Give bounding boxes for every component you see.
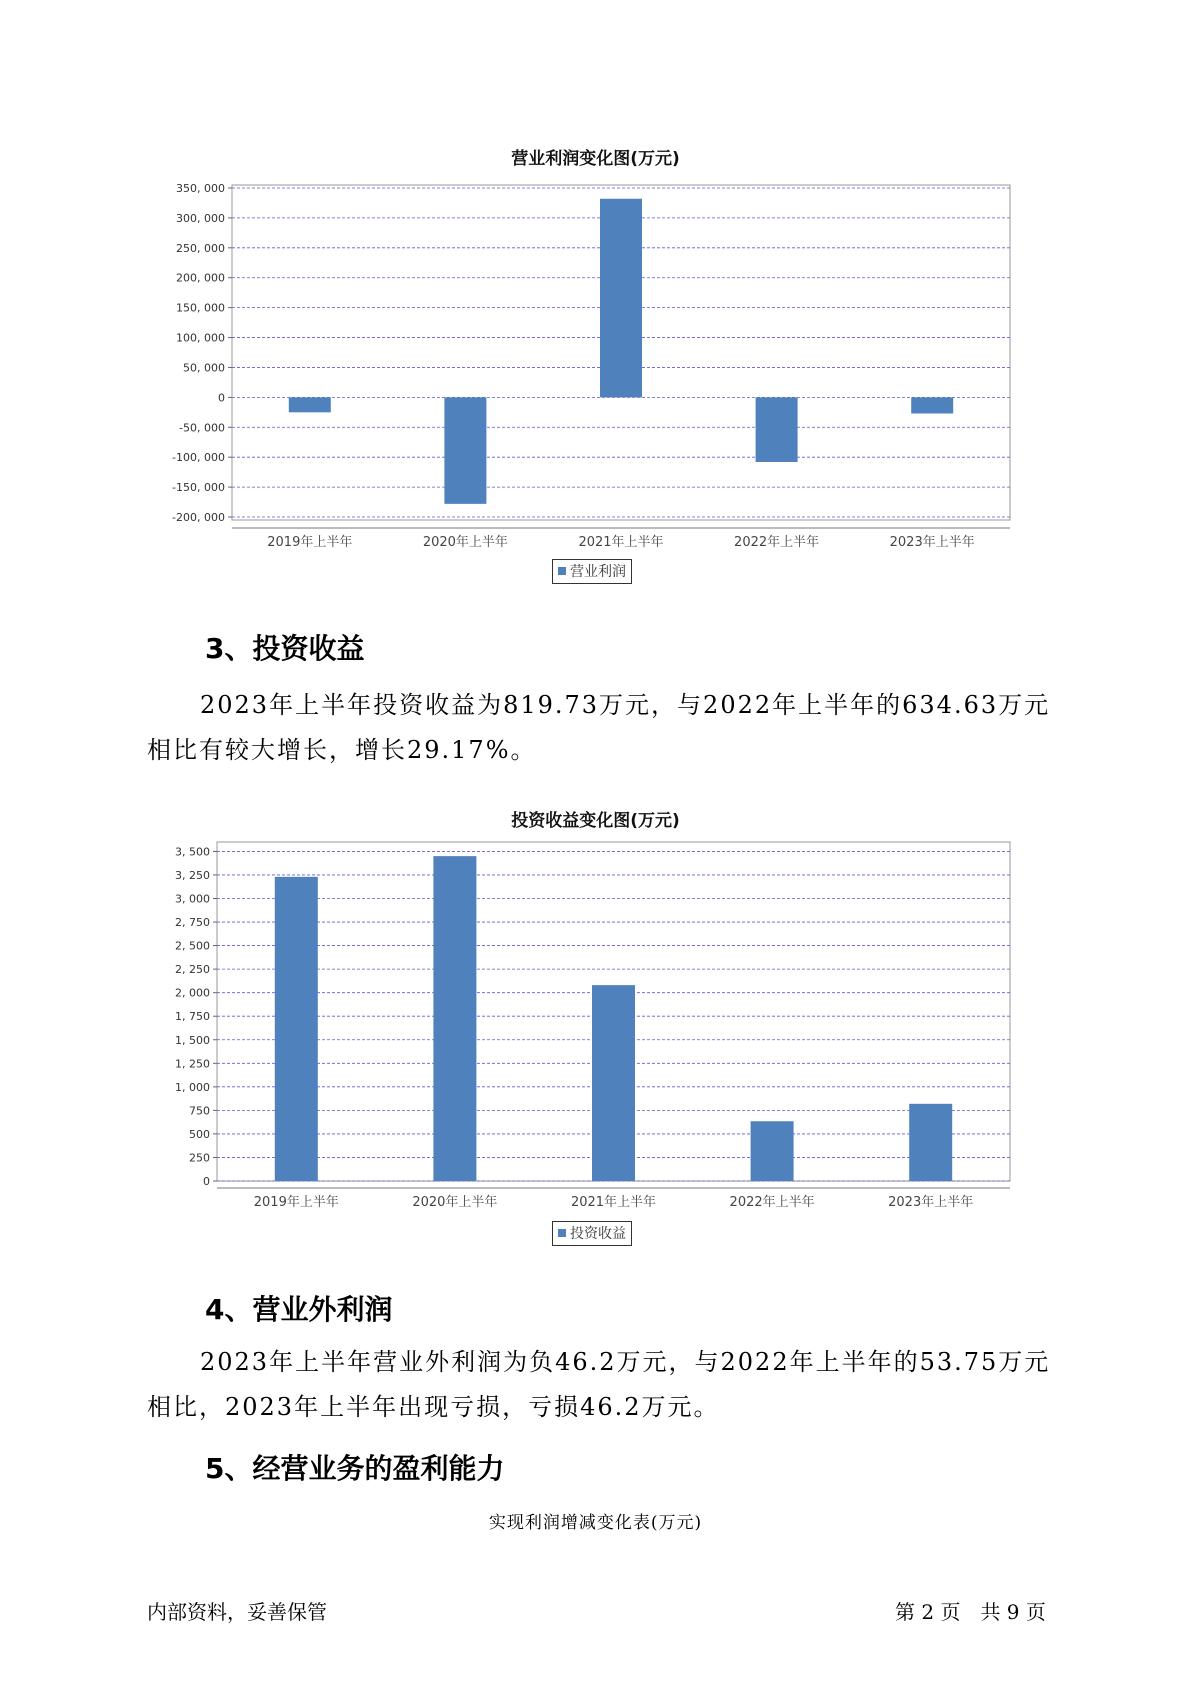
y-tick-label: 2, 250: [175, 963, 210, 977]
paragraph-non-operating-profit: [147, 1340, 1057, 1430]
x-tick-label: 2023年上半年: [888, 1195, 974, 1210]
footer-page-number: 第 2 页 共 9 页: [895, 1600, 1046, 1624]
y-tick-label: 2, 750: [175, 916, 210, 930]
y-tick-label: -150, 000: [172, 481, 225, 495]
y-tick-label: 150, 000: [176, 301, 225, 315]
y-tick-label: 0: [203, 1175, 210, 1188]
y-tick-label: 1, 750: [175, 1010, 210, 1024]
y-tick-label: 3, 250: [175, 868, 210, 882]
y-tick-label: 1, 250: [175, 1057, 210, 1071]
y-tick-label: 3, 500: [175, 845, 210, 859]
chart-legend-investment-income: [552, 1221, 632, 1246]
y-tick-label: 100, 000: [176, 331, 225, 345]
legend-label: 营业利润: [570, 564, 626, 580]
table-caption: 实现利润增减变化表(万元): [488, 1513, 703, 1533]
x-tick-label: 2022年上半年: [729, 1195, 815, 1210]
y-tick-label: 250, 000: [176, 241, 225, 255]
footer-left: 内部资料，妥善保管: [147, 1600, 327, 1624]
y-tick-label: 50, 000: [183, 361, 225, 375]
y-tick-label: 500: [189, 1127, 210, 1141]
y-tick-label: 250: [189, 1151, 210, 1165]
paragraph-line: 相比，2023年上半年出现亏损，亏损46.2万元。: [147, 1393, 720, 1421]
x-tick-label: 2022年上半年: [734, 535, 820, 550]
bar: [909, 1104, 952, 1181]
x-tick-label: 2021年上半年: [570, 1195, 657, 1210]
bar: [592, 985, 635, 1181]
bar: [275, 877, 318, 1181]
bar: [751, 1121, 794, 1181]
x-tick-label: 2020年上半年: [412, 1195, 498, 1210]
y-tick-label: 2, 500: [175, 939, 210, 953]
paragraph-line: 相比有较大增长，增长29.17%。: [147, 736, 537, 764]
y-tick-label: 750: [189, 1104, 210, 1118]
y-tick-label: 1, 500: [175, 1033, 210, 1047]
section-heading-3: 3、投资收益: [205, 632, 365, 665]
section-heading-4: 4、营业外利润: [205, 1293, 393, 1326]
y-tick-label: -100, 000: [172, 451, 225, 465]
x-tick-label: 2023年上半年: [889, 535, 975, 550]
x-tick-label: 2020年上半年: [422, 535, 508, 550]
x-tick-label: 2021年上半年: [578, 535, 664, 550]
x-tick-label: 2019年上半年: [253, 1195, 339, 1210]
section-heading-5: 5、经营业务的盈利能力: [205, 1452, 505, 1485]
paragraph-line: 2023年上半年投资收益为819.73万元，与2022年上半年的634.63万元: [200, 691, 1051, 719]
y-tick-label: 3, 000: [175, 892, 210, 906]
y-tick-label: 200, 000: [176, 271, 225, 285]
y-tick-label: 300, 000: [176, 211, 225, 225]
x-tick-label: 2019年上半年: [267, 535, 353, 550]
paragraph-line: 2023年上半年营业外利润为负46.2万元，与2022年上半年的53.75万元: [200, 1348, 1051, 1376]
y-tick-label: 350, 000: [176, 181, 225, 195]
bar: [433, 856, 476, 1181]
y-tick-label: -200, 000: [172, 511, 225, 525]
y-tick-label: -50, 000: [179, 421, 225, 435]
legend-swatch: [558, 1229, 566, 1237]
y-tick-label: 2, 000: [175, 986, 210, 1000]
y-tick-label: 1, 000: [175, 1080, 210, 1094]
y-tick-label: 0: [218, 391, 225, 405]
chart-title-investment-income: 投资收益变化图(万元): [511, 811, 680, 831]
chart-title-operating-profit: 营业利润变化图(万元): [511, 149, 680, 169]
legend-label: 投资收益: [570, 1226, 626, 1242]
